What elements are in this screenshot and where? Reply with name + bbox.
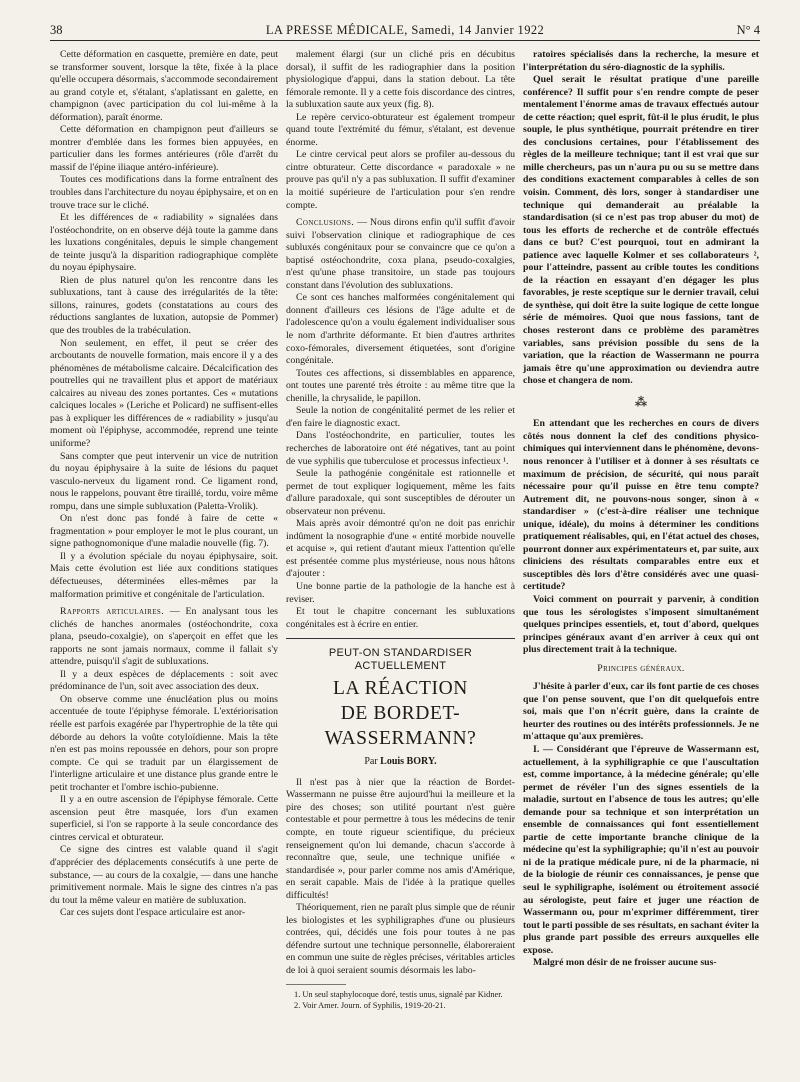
footnote-2: 2. Voir Amer. Journ. of Syphilis, 1919-20-21. — [294, 1000, 446, 1010]
article-separator — [286, 638, 515, 639]
paragraph-text: — En analysant tous les clichés de hanches anormales (ostéochondrite, coxa plana, pseudo-coxalgie), on s'aperçoit en effet que les rapports ne sont jamais normaux, comme il fallait s'y attendre, puisqu'il s'agit de subluxations. — [50, 606, 278, 668]
paragraph: Ce sont ces hanches malformées congénitalement qui donnent d'ailleurs ces lésions de l'âge adulte et de l'adolescence qu'on a voulu également individualiser sous le nom d'arthrite déformante. Et bien d'autres arthrites coxo-fémorales, diversement étiquetées, sont d'origine congénitale. — [286, 292, 515, 367]
paragraph: J'hésite à parler d'eux, car ils font partie de ces choses que l'on pense souvent, que l'on dit quelquefois entre soi, mais que l'on n'écrit guère, dans la crainte de heurter des routines ou des intérêts professionnels. Je ne m'attaque qu'aux premières. — [523, 681, 759, 743]
paragraph: Seule la pathogénie congénitale est rationnelle et permet de tout expliquer logiquement, même les faits d'allure paradoxale, qui sont susceptibles de dérouter un observateur non prévenu. — [286, 468, 515, 517]
footnotes — [286, 989, 515, 1011]
footnote-1: 1. Un seul staphylocoque doré, testis unus, signalé par Kidner. — [294, 989, 503, 999]
column-2 — [286, 49, 515, 1011]
paragraph: Car ces sujets dont l'espace articulaire est anor- — [60, 907, 246, 919]
paragraph-rapports — [50, 606, 278, 669]
subsection-label: Conclusions. — [296, 217, 355, 229]
paragraph: Toutes ces affections, si dissemblables en apparence, ont toutes une parenté très étroite : au même titre que la chenille, la chrysalide, le papillon. — [286, 367, 515, 404]
paragraph: Sans compter que peut intervenir un vice de nutrition du noyau épiphysaire à la suite de lésions du paquet vasculo-nerveux du ligament rond. Ce ligament rond, nous le rappelons, pouvant être tiraillé, tordu, voire même rompu, dans une simple subluxation (Paletta-Vrolik). — [50, 450, 278, 512]
paragraph: Théoriquement, rien ne paraît plus simple que de réunir les biologistes et les syphiligraphes d'une ou plusieurs contrées, qui, décidés une fois pour toutes à ne pas défendre surtout une technique personnelle, élaboreraient en commun une suite de règles précises, véritables articles de loi à quoi seraient soumis désormais les labo- — [286, 902, 515, 976]
paragraph: Voici comment on pourrait y parvenir, à condition que tous les sérologistes s'imposent simultanément quelques principes essentiels, et, tout d'abord, quelques principes généraux avant d'en arriver à ceux qui ont plus directement trait à la technique. — [523, 593, 759, 656]
paragraph: On observe comme une énucléation plus ou moins accentuée de toute l'épiphyse fémorale. L'extériorisation réelle est parfois exagérée par l'hypertrophie de la tête qui déborde au dehors la voûte cotyloïdienne. Mais la tête n'en est pas moins repoussée en dehors, pour son propre compte. Ce qui se traduit par un élargissement de l'interligne articulaire et une distance plus grande entre le petit trochanter et l'ombre ischio-pubienne. — [50, 693, 278, 793]
paragraph: ratoires spécialisés dans la recherche, la mesure et l'interprétation du séro-diagnostic de la syphilis. — [523, 49, 759, 73]
paragraph: Ce signe des cintres est valable quand il s'agit d'apprécier des déplacements consécutifs à une perte de substance, — au cours de la coxalgie, — dans une hanche primitivement normale. Mais le signe des cintres n'a pas du tout la même valeur en matière de subluxation. — [50, 844, 278, 906]
paragraph: Quel serait le résultat pratique d'une pareille conférence? Il suffit pour s'en rendre compte de peser mentalement l'énorme amas de travaux effectués autour de cette réaction; quel esprit, fût-il le plus érudit, le plus souple, le plus synthétique, pourrait prétendre en tirer des conclusions certaines, pour l'établissement des règles de la meilleure technique; tant il est vrai que sur mille chercheurs, pas un n'aura pu ou su se mettre dans des conditions exactement comparables à celles de son voisin. Comment, dès lors, songer à standardiser une technique qui demanderait au préalable la standardisation (si ce n'est pas trop abuser du mot) de tous les efforts de recherche et de contrôle effectués dans ce but? C'est pourquoi, tout en admirant la patience avec laquelle Kolmer et ses collaborateurs ², pour l'atteindre, passent au crible toutes les conditions de la réaction en essayant d'en dégager les plus favorables, je reste sceptique sur le dernier travail, celui de synthèse, qui doit être la suite logique de cette longue série de mémoires. Quoi que nous fassions, tant de choses resteront dans ce problème des paramètres variables, sans prévision possible du sens de la variation, que la réaction de Wassermann ne pourra jamais être qu'une approximation ou deviendra autre chose et changera de nom. — [523, 74, 759, 387]
paragraph: I. — Considérant que l'épreuve de Wassermann est, actuellement, à la syphiligraphie ce que l'auscultation est, comme importance, à la médecine générale; qu'elle permet de révéler l'un des signes essentiels de la maladie, surtout en l'absence de tous les autres; qu'elle demande pour sa technique et son interprétation un ensemble de connaissances qui font essentiellement partie de cette importante branche clinique de la médecine qu'est la syphiligraphie; qu'il n'est au pouvoir ni de la pratique médicale pure, ni de la pharmacie, ni de la biologie de réunir ces connaissances, je pense que seul le syphiligraphe, isolément ou étroitement associé au sérologiste, peut faire et juger une réaction de Wassermann ou, pour m'exprimer différemment, tirer tout le parti possible de ses résultats, en sachant éviter la plus grande part possible des erreurs auxquelles elle expose. — [523, 743, 759, 956]
paragraph: Il y a en outre ascension de l'épiphyse fémorale. Cette ascension peut être masquée, lors d'un examen superficiel, si l'on se rapporte à la seule concordance des cintres cervical et obturateur. — [50, 794, 278, 843]
paragraph: Et tout le chapitre concernant les subluxations congénitales est à écrire en entier. — [286, 606, 515, 630]
paragraph: Il y a évolution spéciale du noyau épiphysaire, soit. Mais cette évolution est liée aux conditions statiques défectueuses, déterminées elles-mêmes par la malformation primitive et congénitale de l'articulation. — [50, 550, 278, 600]
issue-number: N° 4 — [736, 23, 760, 37]
paragraph: Le repère cervico-obturateur est également trompeur quand toute l'extrémité du fémur, s'étalant, est devenue énorme. — [286, 111, 515, 148]
section-heading: Principes généraux. — [597, 662, 685, 674]
paragraph: Toutes ces modifications dans la forme entraînent des troubles dans l'architecture du noyau épiphysaire, et on en trouve trace sur le cliché. — [50, 174, 278, 211]
paragraph: Cette déformation en casquette, première en date, peut se transformer souvent, lorsque la tête, fixée à la place qu'elle occupera désormais, s'accommode secondairement au grand cotyle et, s'étalant, s'aplatissant en galette, en champignon (avec participation du col lui-même à la déformation), paraît énorme. — [50, 49, 278, 123]
paragraph: On n'est donc pas fondé à faire de cette « fragmentation » pour employer le mot le plus courant, un signe pathognomonique d'une maladie nouvelle (fig. 7). — [50, 513, 278, 550]
header-rule — [50, 40, 760, 41]
paragraph: Et les différences de « radiability » signalées dans l'ostéochondrite, on en observe déjà toute la gamme dans les luxations congénitales, depuis le simple changement de teinte jusqu'à la disparition radiographique complète du noyau épiphysaire. — [50, 212, 278, 274]
paragraph: En attendant que les recherches en cours de divers côtés nous donnent la clef des conditions physico-chimiques qui interviennent dans le phénomène, devons-nous renoncer à l'utiliser et à donner à ses résultats ce maximum de précision, de sécurité, qui nous paraît nécessaire pour qu'il puisse en être tenu compte? Autrement dit, ne pouvons-nous songer, sinon à « standardiser » (c'est-à-dire réaliser une technique unique, idéale), du moins à déterminer les conditions pratiquement réalisables, qui, en l'état actuel des choses, pourront donner aux expérimentateurs et, par suite, aux cliniciens des résultats comparables entre eux et susceptibles dès lors d'être considérés avec une quasi-certitude? — [523, 418, 759, 593]
paragraph: Le cintre cervical peut alors se profiler au-dessous du cintre obturateur. Cette discordance « paradoxale » ne prouve pas qu'il n'y a pas subluxation. Il suffit d'examiner la moitié supérieure de l'articulation pour s'en rendre compte. — [286, 149, 515, 211]
article-title-line-1: LA RÉACTION — [333, 678, 468, 700]
footnote-rule — [286, 984, 346, 985]
article-title-line-2: DE BORDET-WASSERMANN? — [324, 703, 477, 750]
paragraph: Il y a deux espèces de déplacements : soit avec prédominance de l'un, soit avec association des deux. — [50, 668, 278, 693]
paragraph: Cette déformation en champignon peut d'ailleurs se montrer d'emblée dans les formes bien appuyées, en particulier dans les formes antérieures (rôle d'arrêt du massif de l'épine iliaque antéro-inférieure). — [50, 124, 278, 173]
paragraph-text: — Nous dirons enfin qu'il suffit d'avoir suivi l'observation clinique et radiographique de ces subluxés congénitaux pour se convaincre que ce qu'on a baptisé ostéochondrite, coxa plana, pseudo-coxalgies, n'est qu'une phase transitoire, un stade pas toujours constant dans l'évolution des subluxations. — [286, 217, 515, 291]
paragraph: malement élargi (sur un cliché pris en décubitus dorsal), il suffit de les radiographier dans la position physiologique d'appui, dans la station debout. La tête fémorale remonte. Il y a cette fois discordance des cintres, la subluxation saute aux yeux (fig. 8). — [286, 49, 515, 111]
journal-title: LA PRESSE MÉDICALE, Samedi, 14 Janvier 1922 — [265, 23, 545, 37]
paragraph: Une bonne partie de la pathologie de la hanche est à reviser. — [286, 580, 515, 605]
author-name: Louis BORY. — [380, 756, 437, 768]
subsection-label: Rapports articulaires. — [60, 606, 165, 618]
paragraph: Malgré mon désir de ne froisser aucune sus- — [533, 957, 717, 969]
article-kicker: PEUT-ON STANDARDISER ACTUELLEMENT — [328, 647, 473, 672]
column-1 — [50, 49, 278, 920]
paragraph: Non seulement, en effet, il peut se créer des arcboutants de nouvelle formation, mais encore il y a des phénomènes de métabolisme calcaire. Décalcification des poutrelles qui ne travaillent plus et apport de matériaux calcaires au niveau des zones portantes. Ces « mutations calciques locales » (Leriche et Policard) ne suffisent-elles pas à expliquer les différences de « radiability » jusqu'au moment où l'épiphyse, accommodée, reprend une teinte uniforme? — [50, 337, 278, 449]
paragraph: Il n'est pas à nier que la réaction de Bordet-Wassermann ne puisse être aujourd'hui la meilleure et la pire des choses; son utilité pourtant n'est guère contestable et pour permettre à tous les médecins de tenir compte, en toute rigueur scientifique, du précieux renseignement qu'on lui demande, chacun s'accorde à reconnaître que, seule, une technique unifiée « standardisée », pour parler comme nos amis d'Amérique, en serait capable. Mais de l'idée à la pratique quelles difficultés! — [286, 776, 515, 901]
paragraph-conclusions — [286, 217, 515, 292]
running-head — [50, 23, 760, 39]
article-byline — [286, 756, 515, 769]
asterism-separator: ⁂ — [634, 394, 648, 409]
paragraph: Dans l'ostéochondrite, en particulier, toutes les recherches de laboratoire ont été négatives, tant au point de vue syphilis que tuberculose et processus infectieux ¹. — [286, 430, 515, 467]
paragraph: Seule la notion de congénitalité permet de les relier et d'en faire le diagnostic exact. — [286, 405, 515, 429]
column-3 — [523, 49, 759, 970]
page-number: 38 — [50, 23, 63, 37]
paragraph: Rien de plus naturel qu'on les rencontre dans les subluxations, tant à cause des irrégularités de la tête: sillons, rainures, godets (constatations au cours des réductions sanglantes de luxation, autopsie de Pommer) que des troubles de la trabéculation. — [50, 274, 278, 337]
paragraph: Mais après avoir démontré qu'on ne doit pas enrichir indûment la nosographie d'une « entité morbide nouvelle et acquise », qui retient d'autant mieux l'attention qu'elle est présentée comme plus mystérieuse, nous nous hâtons d'ajouter : — [286, 518, 515, 580]
byline-prefix: Par — [364, 756, 381, 768]
